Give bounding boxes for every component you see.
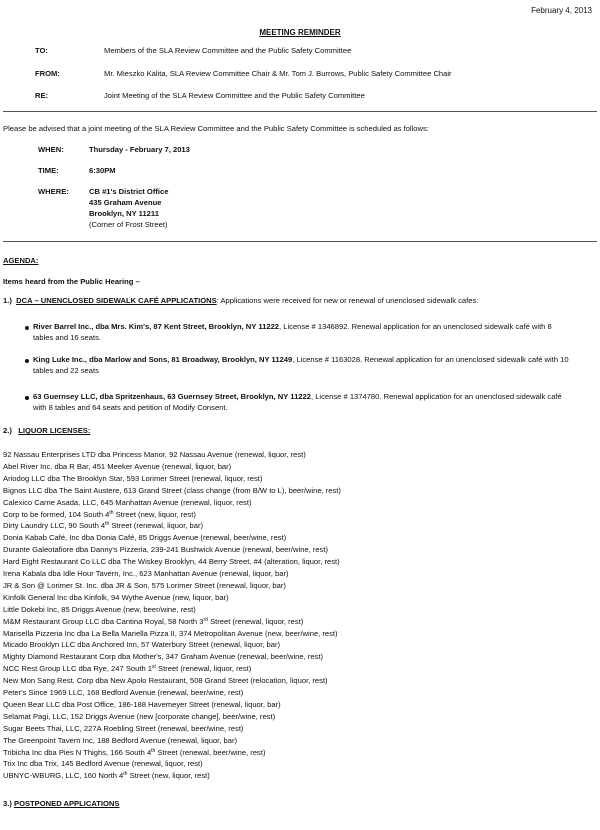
section-1-title: DCA – UNENCLOSED SIDEWALK CAFÉ APPLICATIONS — [16, 296, 217, 305]
cafe-item-3-details: , License # 1374780. Renewal application for an unenclosed sidewalk café — [310, 392, 562, 401]
license-list-item: Trix Inc dba Trix, 145 Bedford Avenue (renewal, liquor, rest) — [3, 759, 203, 769]
license-list-item: Corp to be formed, 104 South 4th Street (new, liquor, rest) — [3, 509, 196, 519]
license-list-item: New Mon Sang Rest. Corp dba New Apolo Restaurant, 508 Grand Street (relocation, liquor, rest) — [3, 676, 328, 686]
license-list-item: Dirty Laundry LLC, 90 South 4th Street (renewal, liquor, bar) — [3, 521, 204, 531]
license-list-item: Donia Kabab Café, Inc dba Donia Café, 85 Driggs Avenue (renewal, beer/wine, rest) — [3, 533, 287, 543]
license-list-item: Durante Galeotafiore dba Danny's Pizzeria, 239-241 Bushwick Avenue (renewal, beer/wine, rest) — [3, 545, 329, 555]
license-list-item: Calexico Carne Asada, LLC, 645 Manhattan Avenue (renewal, liquor, rest) — [3, 497, 252, 507]
intro-text: Please be advised that a joint meeting of the SLA Review Committee and the Public Safety Committee is scheduled as follows: — [3, 124, 429, 133]
re-label: RE: — [35, 91, 49, 100]
cafe-item-2-details: , License # 1163028. Renewal application for an unenclosed sidewalk café with 10 — [292, 355, 569, 364]
cafe-item-2-name: King Luke Inc., dba Marlow and Sons, 81 Broadway, Brooklyn, NY 11249 — [33, 355, 293, 364]
cafe-item-2-line-1 — [33, 355, 569, 365]
time-value: 6:30PM — [89, 166, 116, 175]
bullet-icon — [25, 359, 29, 363]
license-list-item: 92 Nassau Enterprises LTD dba Princess Manor, 92 Nassau Avenue (renewal, liquor, rest) — [3, 450, 306, 459]
section-2-title: LIQUOR LICENSES: — [18, 426, 91, 435]
document-date: February 4, 2013 — [531, 6, 592, 15]
cafe-item-1-name: River Barrel Inc., dba Mrs. Kim's, 87 Kent Street, Brooklyn, NY 11222 — [33, 322, 280, 331]
re-value: Joint Meeting of the SLA Review Committee and the Public Safety Committee — [104, 91, 365, 100]
cafe-item-1-line-1 — [33, 322, 552, 332]
license-list-item: Sugar Beets Thai, LLC, 227A Roebling Street (renewal, beer/wine, rest) — [3, 723, 244, 733]
where-line-2: 435 Graham Avenue — [89, 198, 162, 207]
where-line-4: (Corner of Frost Street) — [89, 220, 168, 229]
when-value: Thursday - February 7, 2013 — [89, 145, 190, 154]
cafe-item-1-line-2: tables and 16 seats. — [33, 333, 101, 342]
license-list-item: Selamat Pagi, LLC, 152 Driggs Avenue (new [corporate change], beer/wine, rest) — [3, 711, 276, 721]
section-1-heading — [3, 296, 478, 306]
license-list-item: Mighty Diamond Restaurant Corp dba Mother's, 347 Graham Avenue (renewal, beer/wine, rest) — [3, 652, 323, 662]
cafe-item-3-line-2: with 8 tables and 64 seats and petition of Modify Consent. — [33, 403, 228, 412]
bullet-icon — [25, 396, 29, 400]
license-list-item: Marisella Pizzeria Inc dba La Bella Mariella Pizza II, 374 Metropolitan Avenue (new, beer/wine, rest) — [3, 628, 338, 638]
section-3-heading — [3, 799, 119, 809]
license-list-item: Queen Bear LLC dba Post Office, 186-188 Havemeyer Street (renewal, liquor, bar) — [3, 699, 281, 709]
license-list-item: The Greenpoint Tavern Inc, 188 Bedford Avenue (renewal, liquor, bar) — [3, 735, 238, 745]
from-value: Mr. Mieszko Kalita, SLA Review Committee Chair & Mr. Tom J. Burrows, Public Safety Committee Chair — [104, 69, 452, 78]
meeting-divider — [3, 241, 597, 242]
cafe-item-3-line-1 — [33, 392, 562, 402]
where-line-1: CB #1's District Office — [89, 187, 169, 196]
license-list-item: Ariodog LLC dba The Brooklyn Star, 593 Lorimer Street (renewal, liquor, rest) — [3, 473, 263, 483]
license-list-item: Peter's Since 1969 LLC, 168 Bedford Avenue (renewal, beer/wine, rest) — [3, 688, 244, 697]
license-list-item: Hard Eight Restaurant Co LLC dba The Wiskey Brooklyn, 44 Berry Street, #4 (alteration, liquor, rest) — [3, 557, 340, 567]
cafe-item-2-line-2: tables and 22 seats — [33, 366, 99, 375]
section-1-number: 1.) — [3, 296, 12, 305]
section-3-number: 3.) — [3, 799, 12, 808]
license-list-item: Irena Kabala dba Idle Hour Tavern, Inc., 623 Manhattan Avenue (renewal, liquor, bar) — [3, 569, 289, 578]
from-label: FROM: — [35, 69, 60, 78]
section-1-intro: : Applications were received for new or renewal of unenclosed sidewalk cafes: — [216, 296, 479, 305]
where-label: WHERE: — [38, 187, 69, 196]
license-list-item: Kinfolk General Inc dba Kinfolk, 94 Wythe Avenue (new, liquor, bar) — [3, 592, 229, 602]
license-list-item: Bignos LLC dba The Saint Austere, 613 Grand Street (class change (from B/W to L), beer/wine, rest) — [3, 485, 341, 495]
license-list-item: Micado Brooklyn LLC dba Anchored Inn, 57 Waterbury Street (renewal, liquor, bar) — [3, 640, 281, 650]
section-2-heading — [3, 426, 90, 436]
bullet-icon — [25, 326, 29, 330]
header-divider — [3, 111, 597, 112]
license-list-item: UBNYC-WBURG, LLC, 160 North 4th Street (new, liquor, rest) — [3, 771, 210, 781]
license-list-item: M&M Restaurant Group LLC dba Cantina Royal, 58 North 3rd Street (renewal, liquor, rest) — [3, 616, 304, 626]
when-label: WHEN: — [38, 145, 64, 154]
to-label: TO: — [35, 46, 48, 55]
agenda-heading: AGENDA: — [3, 256, 39, 265]
time-label: TIME: — [38, 166, 59, 175]
license-list-item: Little Dokebi Inc, 85 Driggs Avenue (new, beer/wine, rest) — [3, 604, 196, 614]
where-line-3: Brooklyn, NY 11211 — [89, 209, 159, 218]
agenda-subheading: Items heard from the Public Hearing – — [3, 277, 140, 286]
section-3-title: POSTPONED APPLICATIONS — [14, 799, 120, 808]
license-list-item: Tribicha Inc dba Pies N Thighs, 166 South 4th Street (renewal, beer/wine, rest) — [3, 747, 266, 757]
to-value: Members of the SLA Review Committee and the Public Safety Committee — [104, 46, 352, 55]
page-title: MEETING REMINDER — [259, 28, 341, 37]
cafe-item-1-details: , License # 1346892. Renewal application for an unenclosed sidewalk café with 8 — [279, 322, 552, 331]
license-list-item: Abel River Inc. dba R Bar, 451 Meeker Avenue (renewal, liquor, bar) — [3, 461, 232, 471]
cafe-item-3-name: 63 Guernsey LLC, dba Spritzenhaus, 63 Guernsey Street, Brooklyn, NY 11222 — [33, 392, 311, 401]
license-list-item: JR & Son @ Lorimer St. Inc. dba JR & Son, 575 Lorimer Street (renewal, liquor, bar) — [3, 580, 286, 590]
license-list-item: NCC Rest Group LLC dba Rye, 247 South 1st Street (renewal, liquor, rest) — [3, 664, 252, 674]
section-2-number: 2.) — [3, 426, 12, 435]
